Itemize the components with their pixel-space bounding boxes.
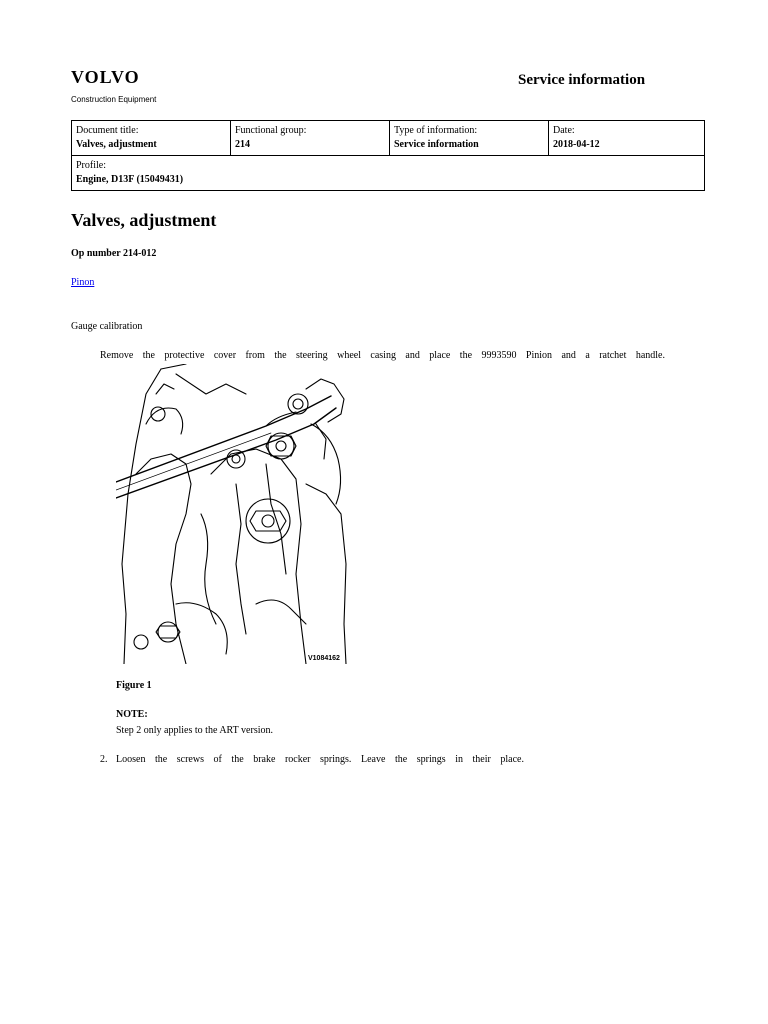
page-title: Valves, adjustment — [71, 210, 217, 230]
functional-group-value: 214 — [235, 139, 250, 150]
figure-1-illustration — [116, 364, 348, 664]
step-2-text: Loosen the screws of the brake rocker springs. Leave the springs in their place. — [116, 754, 524, 765]
step-1-text: Remove the protective cover from the steering wheel casing and place the 9993590 Pinion and a ratchet handle. — [100, 350, 665, 361]
functional-group-cell — [231, 121, 390, 156]
type-of-information-cell — [390, 121, 549, 156]
document-meta-table — [71, 120, 705, 191]
figure-code: V1084162 — [308, 655, 340, 662]
op-number: Op number 214-012 — [71, 248, 157, 259]
figure-caption: Figure 1 — [116, 680, 152, 691]
type-of-information-label: Type of information: — [394, 125, 478, 136]
document-title-label: Document title: — [76, 125, 139, 136]
profile-cell — [72, 156, 705, 191]
step-2-number: 2. — [100, 754, 108, 765]
note-label: NOTE: — [116, 709, 148, 720]
volvo-logo — [71, 68, 156, 105]
pinon-link[interactable]: Pinon — [71, 277, 95, 288]
brand-subtitle: Construction Equipment — [71, 95, 157, 104]
service-information-title: Service information — [518, 72, 646, 88]
note-text: Step 2 only applies to the ART version. — [116, 725, 273, 736]
date-value: 2018-04-12 — [553, 139, 600, 150]
section-label: Gauge calibration — [71, 321, 143, 332]
document-title-value: Valves, adjustment — [76, 139, 157, 150]
meta-row — [72, 121, 705, 156]
brand-wordmark: VOLVO — [71, 67, 140, 87]
functional-group-label: Functional group: — [235, 125, 307, 136]
date-label: Date: — [553, 125, 575, 136]
document-title-cell — [72, 121, 231, 156]
profile-row — [72, 156, 705, 191]
type-of-information-value: Service information — [394, 139, 479, 150]
profile-value: Engine, D13F (15049431) — [76, 174, 184, 185]
profile-label: Profile: — [76, 160, 106, 171]
date-cell — [549, 121, 705, 156]
